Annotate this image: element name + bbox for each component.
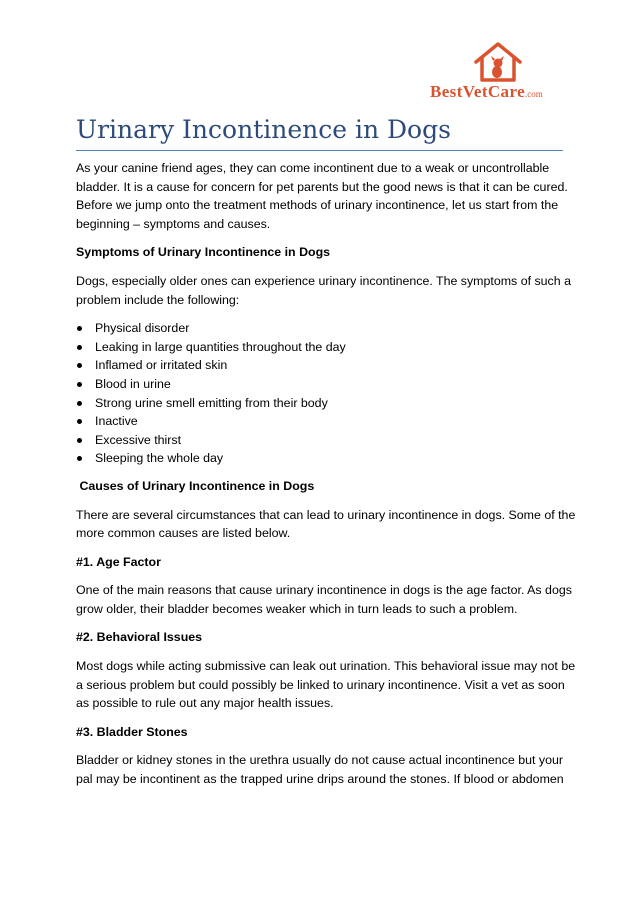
cause-text: Most dogs while acting submissive can leak out urination. This behavioral issue may not be a serious problem but could possibly be linked to urinary incontinence. Visit a vet as soon as possible to rule out any major health issues. bbox=[76, 659, 576, 711]
list-item: Inactive bbox=[76, 412, 576, 431]
cause-heading: #3. Bladder Stones bbox=[76, 724, 188, 739]
list-item: Blood in urine bbox=[76, 375, 576, 394]
cause-text: Bladder or kidney stones in the urethra usually do not cause actual incontinence but your pal may be incontinent as the trapped urine drips around the stones. If blood or abdomen bbox=[76, 753, 564, 787]
cause-text: One of the main reasons that cause urinary incontinence in dogs is the age factor. As dogs grow older, their bladder becomes weaker which in turn leads to such a problem. bbox=[76, 583, 572, 616]
cause-heading: #2. Behavioral Issues bbox=[76, 630, 203, 645]
symptoms-list bbox=[76, 319, 576, 468]
cause-heading: #1. Age Factor bbox=[76, 554, 161, 569]
list-item: Inflamed or irritated skin bbox=[76, 356, 576, 375]
symptoms-intro: Dogs, especially older ones can experience urinary incontinence. The symptoms of such a problem include the following: bbox=[76, 273, 571, 307]
list-item: Strong urine smell emitting from their body bbox=[76, 394, 576, 413]
symptoms-heading: Symptoms of Urinary Incontinence in Dogs bbox=[76, 245, 331, 260]
causes-intro: There are several circumstances that can lead to urinary incontinence in dogs. Some of the more common causes are listed below. bbox=[76, 507, 576, 541]
causes-heading-text: Causes of Urinary Incontinence in Dogs bbox=[79, 478, 315, 493]
house-with-pet-icon bbox=[472, 40, 524, 82]
page-title: Urinary Incontinence in Dogs bbox=[76, 115, 451, 144]
brand-logo bbox=[428, 40, 568, 102]
logo-brand: BestVetCare bbox=[430, 82, 526, 101]
title-divider bbox=[76, 150, 563, 151]
list-item: Sleeping the whole day bbox=[76, 449, 576, 468]
list-item: Excessive thirst bbox=[76, 431, 576, 450]
causes-heading bbox=[76, 477, 576, 496]
intro-paragraph: As your canine friend ages, they can come incontinent due to a weak or uncontrollable bladder. It is a cause for concern for pet parents but the good news is that it can be cured. Before we jump onto the treatment methods of urinary incontinence, let us start from the beginning – symptoms and causes. bbox=[76, 161, 568, 231]
list-item: Leaking in large quantities throughout the day bbox=[76, 338, 576, 357]
list-item: Physical disorder bbox=[76, 319, 576, 338]
document-body bbox=[76, 159, 576, 799]
logo-suffix: .com bbox=[525, 89, 543, 99]
logo-wordmark bbox=[430, 82, 543, 102]
